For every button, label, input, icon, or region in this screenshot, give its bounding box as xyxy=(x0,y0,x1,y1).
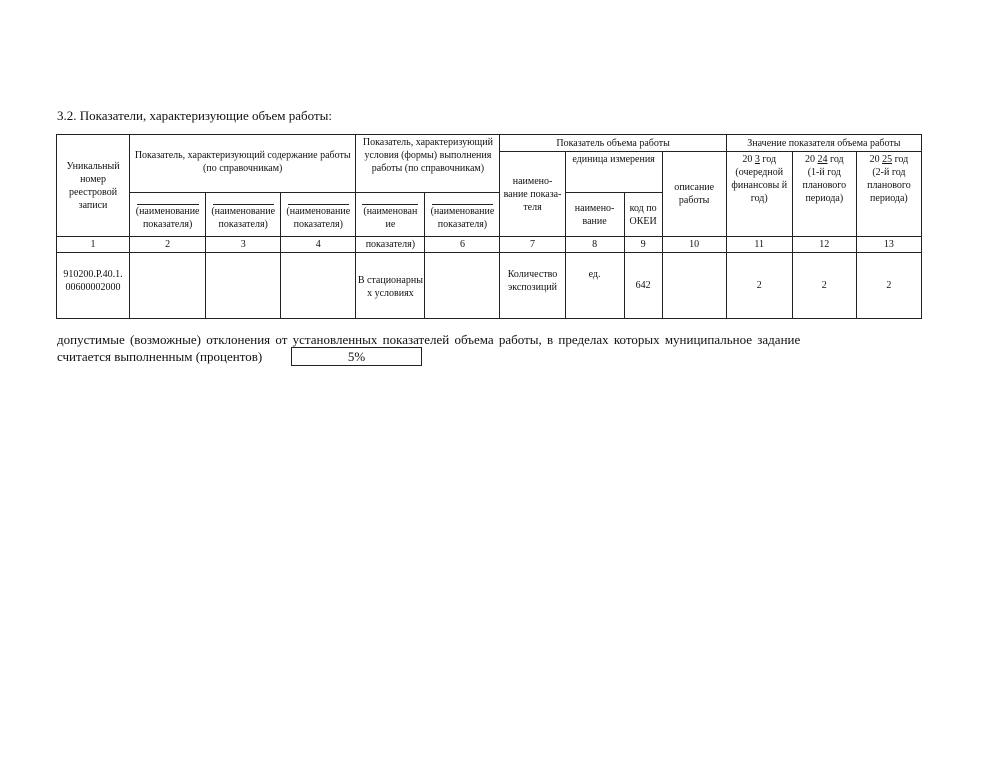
deviation-percent-field[interactable]: 5% xyxy=(291,347,422,366)
header-volume-indicator: Показатель объема работы xyxy=(500,135,726,152)
header-year-1: 20 3 год (очередной финансовы й год) xyxy=(726,152,792,237)
empty-cell xyxy=(130,253,206,319)
unit-value: ед. xyxy=(565,253,624,319)
header-unique-number: Уникальный номер реестровой записи xyxy=(57,135,130,237)
column-number: 6 xyxy=(425,237,500,253)
header-year-3: 20 25 год (2-й год планового периода) xyxy=(856,152,921,237)
header-indicator-name-col2: (наименование показателя) xyxy=(130,193,206,237)
registry-code: 910200.Р.40.1. 00600002000 xyxy=(57,253,130,319)
column-number: 2 xyxy=(130,237,206,253)
header-volume-value: Значение показателя объема работы xyxy=(726,135,921,152)
header-indicator-name-col6: (наименование показателя) xyxy=(425,193,500,237)
header-unit-name: наимено-вание xyxy=(565,193,624,237)
header-indicator-name: наимено-вание показа-теля xyxy=(500,152,565,237)
indicator-value: Количество экспозиций xyxy=(500,253,565,319)
condition-value: В стационарны х условиях xyxy=(356,253,425,319)
value-year-2: 2 xyxy=(792,253,856,319)
header-indicator-name-col3: (наименование показателя) xyxy=(206,193,281,237)
column-number: 12 xyxy=(792,237,856,253)
column-number: 8 xyxy=(565,237,624,253)
column-number: показателя) xyxy=(356,237,425,253)
column-number: 13 xyxy=(856,237,921,253)
empty-cell xyxy=(206,253,281,319)
header-indicator-name-col5: (наименован ие xyxy=(356,193,425,237)
header-indicator-name-col4: (наименование показателя) xyxy=(281,193,356,237)
header-content-indicator: Показатель, характеризующий содержание работы (по справочникам) xyxy=(130,135,356,193)
column-number: 1 xyxy=(57,237,130,253)
table-row xyxy=(57,253,922,319)
column-number: 3 xyxy=(206,237,281,253)
empty-cell xyxy=(662,253,726,319)
volume-table xyxy=(56,134,922,319)
value-year-3: 2 xyxy=(856,253,921,319)
empty-cell xyxy=(425,253,500,319)
header-okei-code: код по ОКЕИ xyxy=(624,193,662,237)
header-condition-indicator: Показатель, характеризующий условия (формы) выполнения работы (по справочникам) xyxy=(356,135,500,193)
column-number: 7 xyxy=(500,237,565,253)
deviation-text: допустимые (возможные) отклонения от установленных показателей объема работы, в пределах которых муниципальное задание xyxy=(57,332,801,347)
header-description: описание работы xyxy=(662,152,726,237)
section-title: 3.2. Показатели, характеризующие объем работы: xyxy=(57,108,332,123)
header-unit: единица измерения xyxy=(565,152,662,193)
okei-value: 642 xyxy=(624,253,662,319)
value-year-1: 2 xyxy=(726,253,792,319)
column-number: 10 xyxy=(662,237,726,253)
column-numbers-row xyxy=(57,237,922,253)
column-number: 9 xyxy=(624,237,662,253)
column-number: 4 xyxy=(281,237,356,253)
column-number: 11 xyxy=(726,237,792,253)
deviation-text-line2: считается выполненным (процентов) xyxy=(57,349,263,364)
header-year-2: 20 24 год (1-й год планового периода) xyxy=(792,152,856,237)
empty-cell xyxy=(281,253,356,319)
